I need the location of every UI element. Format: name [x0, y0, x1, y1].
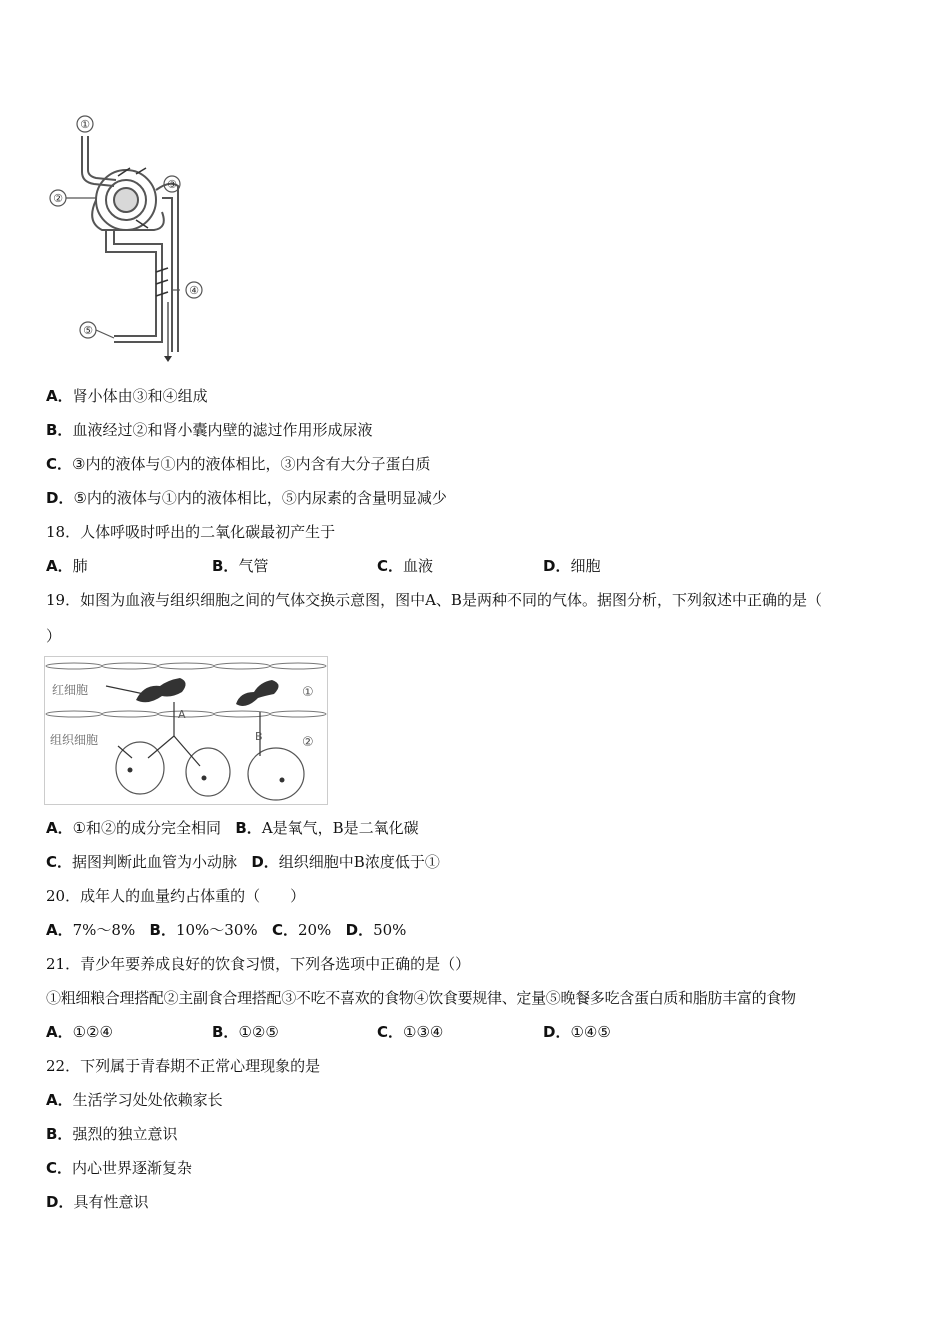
q21-statement: ①粗细粮合理搭配②主副食合理搭配③不吃不喜欢的食物④饮食要规律、定量⑤晚餐多吃含蛋白质和脂肪丰富的食物	[46, 989, 796, 1007]
gas-exchange-figure	[44, 656, 328, 806]
q17-option-c[interactable]: C．③内的液体与①内的液体相比，③内含有大分子蛋白质	[46, 455, 431, 473]
q21-option-b[interactable]: B．①②⑤	[212, 1023, 279, 1041]
q20-option-c[interactable]: C．20%	[271, 921, 332, 939]
q21-option-a[interactable]: A．①②④	[46, 1023, 113, 1041]
q22-option-d[interactable]: D．具有性意识	[46, 1193, 149, 1211]
q20-options	[46, 920, 406, 940]
q20-option-a[interactable]: A．7%～8%	[46, 921, 136, 939]
q19-stem-line1: 19．如图为血液与组织细胞之间的气体交换示意图，图中A、B是两种不同的气体。据图分析，下列叙述中正确的是（	[46, 591, 822, 609]
label-2: ②	[53, 192, 63, 205]
q19-option-a[interactable]: A．①和②的成分完全相同	[46, 819, 222, 837]
q18-stem: 18．人体呼吸时呼出的二氧化碳最初产生于	[46, 523, 336, 541]
q21-options	[46, 1022, 926, 1042]
gas-a-label: A	[178, 708, 186, 721]
label-5: ⑤	[83, 324, 93, 337]
q22-option-a[interactable]: A．生活学习处处依赖家长	[46, 1091, 223, 1109]
q19-options-row2	[46, 852, 440, 872]
label-3: ③	[167, 178, 177, 191]
q17-option-b[interactable]: B．血液经过②和肾小囊内壁的滤过作用形成尿液	[46, 421, 373, 439]
q18-option-a[interactable]: A．肺	[46, 557, 88, 575]
q18-options	[46, 556, 926, 576]
q21-option-d[interactable]: D．①④⑤	[543, 1023, 611, 1041]
label-1: ①	[80, 118, 90, 131]
q20-option-b[interactable]: B．10%～30%	[149, 921, 258, 939]
q20-stem: 20．成年人的血量约占体重的（ ）	[46, 887, 306, 905]
q22-stem: 22．下列属于青春期不正常心理现象的是	[46, 1057, 321, 1075]
q19-option-d[interactable]: D．组织细胞中B浓度低于①	[251, 853, 440, 871]
q19-options-row1	[46, 818, 419, 838]
q18-option-d[interactable]: D．细胞	[543, 557, 601, 575]
red-cell-label: 红细胞	[52, 683, 89, 697]
mark-2: ②	[302, 735, 314, 750]
q18-option-c[interactable]: C．血液	[377, 557, 434, 575]
q21-stem: 21．青少年要养成良好的饮食习惯，下列各选项中正确的是（）	[46, 955, 471, 973]
q19-option-c[interactable]: C．据图判断此血管为小动脉	[46, 853, 238, 871]
q21-option-c[interactable]: C．①③④	[377, 1023, 444, 1041]
tissue-cell-label: 组织细胞	[50, 733, 99, 747]
label-4: ④	[189, 284, 199, 297]
q19-stem-line2: ）	[46, 627, 62, 645]
nephron-figure	[44, 112, 214, 362]
q18-option-b[interactable]: B．气管	[212, 557, 269, 575]
q22-option-c[interactable]: C．内心世界逐渐复杂	[46, 1159, 193, 1177]
q17-option-a[interactable]: A．肾小体由③和④组成	[46, 387, 208, 405]
q20-option-d[interactable]: D．50%	[345, 921, 407, 939]
gas-b-label: B	[255, 730, 263, 743]
q22-option-b[interactable]: B．强烈的独立意识	[46, 1125, 178, 1143]
q19-option-b[interactable]: B．A是氧气，B是二氧化碳	[235, 819, 419, 837]
q17-option-d[interactable]: D．⑤内的液体与①内的液体相比，⑤内尿素的含量明显减少	[46, 489, 447, 507]
mark-1: ①	[302, 685, 314, 700]
